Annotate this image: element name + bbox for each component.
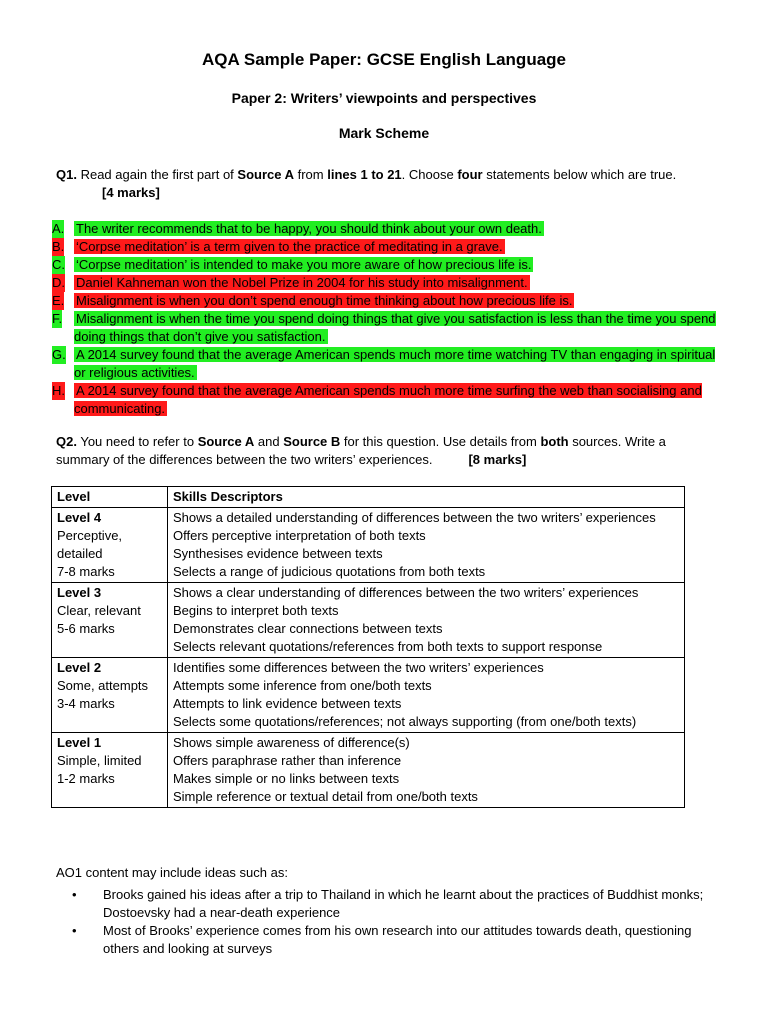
level-name: Level 1 (57, 735, 102, 750)
skill-descriptor: Selects a range of judicious quotations from both texts (173, 564, 486, 579)
q2-source-a: Source A (197, 434, 255, 449)
skills-cell (168, 508, 685, 583)
list-item: • Most of Brooks’ experience comes from his own research into our attitudes towards death, questioning others and looking at surveys (56, 922, 726, 958)
table-row (52, 658, 685, 733)
skill-descriptor: Shows a clear understanding of differences between the two writers’ experiences (173, 585, 639, 600)
table-row (52, 508, 685, 583)
level-cell (52, 583, 168, 658)
q2-text: for this question. Use details from (340, 434, 541, 449)
ao1-bullet-list (56, 886, 726, 958)
skill-descriptor: Begins to interpret both texts (173, 603, 339, 618)
option-text: Misalignment is when the time you spend doing things that give you satisfaction is less than the time you spend doing things that don’t give you satisfaction. (74, 311, 716, 344)
option-letter: D. (52, 275, 65, 290)
option-text: The writer recommends that to be happy, you should think about your own death. (76, 221, 542, 236)
page-title: AQA Sample Paper: GCSE English Language (202, 50, 566, 69)
q1-source: Source A (237, 167, 294, 182)
skill-descriptor: Simple reference or textual detail from one/both texts (173, 789, 478, 804)
skill-descriptor: Makes simple or no links between texts (173, 771, 400, 786)
table-body (52, 508, 685, 808)
option-text: ‘Corpse meditation’ is intended to make you more aware of how precious life is. (76, 257, 532, 272)
list-item (52, 292, 722, 310)
mark-scheme-table (51, 486, 685, 808)
level-descriptor: 1-2 marks (57, 771, 115, 786)
list-item: • Brooks gained his ideas after a trip to Thailand in which he learnt about the practices of Buddhist monks; Dostoevsky had a near-death experience (56, 886, 726, 922)
option-text: ‘Corpse meditation’ is a term given to the practice of meditating in a grave. (76, 239, 503, 254)
q1-text: Read again the first part of (76, 167, 238, 182)
skill-descriptor: Synthesises evidence between texts (173, 546, 383, 561)
q2-number: Q2. (56, 434, 77, 449)
list-item (52, 220, 722, 238)
option-text: A 2014 survey found that the average American spends much more time watching TV than engaging in spiritual or religious activities. (74, 347, 716, 380)
q1-lines: lines 1 to 21 (327, 167, 402, 182)
q1-four: four (457, 167, 483, 182)
skill-descriptor: Attempts to link evidence between texts (173, 696, 402, 711)
q1-text: statements below which are true. (482, 167, 677, 182)
list-item (52, 346, 722, 382)
ao1-section (56, 864, 726, 958)
skill-descriptor: Selects relevant quotations/references from both texts to support response (173, 639, 603, 654)
level-descriptor: Clear, relevant (57, 603, 141, 618)
option-letter: E. (52, 293, 65, 308)
level-name: Level 3 (57, 585, 102, 600)
skill-descriptor: Identifies some differences between the two writers’ experiences (173, 660, 544, 675)
skill-descriptor: Demonstrates clear connections between texts (173, 621, 443, 636)
level-name: Level 2 (57, 660, 102, 675)
q2-marks: [8 marks] (468, 452, 527, 467)
skill-descriptor: Shows simple awareness of difference(s) (173, 735, 410, 750)
q1-options-list (52, 220, 722, 418)
question-1-prompt (56, 166, 716, 202)
list-item (52, 382, 722, 418)
paper-subtitle: Paper 2: Writers’ viewpoints and perspectives (231, 90, 537, 106)
level-descriptor: Perceptive, (57, 528, 123, 543)
level-cell (52, 658, 168, 733)
list-item (52, 274, 722, 292)
list-item (52, 238, 722, 256)
level-cell (52, 508, 168, 583)
level-descriptor: 3-4 marks (57, 696, 115, 711)
list-item (52, 310, 722, 346)
skills-column-header: Skills Descriptors (168, 487, 685, 508)
level-descriptor: 5-6 marks (57, 621, 115, 636)
q1-text: from (294, 167, 328, 182)
option-letter: H. (52, 383, 65, 398)
skill-descriptor: Offers paraphrase rather than inference (173, 753, 402, 768)
level-descriptor: Simple, limited (57, 753, 142, 768)
skill-descriptor: Selects some quotations/references; not always supporting (from one/both texts) (173, 714, 637, 729)
q1-text: . Choose (401, 167, 458, 182)
q2-text: and (254, 434, 284, 449)
q1-number: Q1. (56, 167, 77, 182)
mark-scheme-heading: Mark Scheme (338, 125, 430, 141)
level-descriptor: 7-8 marks (57, 564, 115, 579)
level-descriptor: Some, attempts (57, 678, 149, 693)
q2-text: sources. Write a summary of the differences between the two writers’ experiences. (56, 434, 666, 467)
option-letter: F. (52, 311, 63, 326)
skill-descriptor: Offers perceptive interpretation of both texts (173, 528, 426, 543)
option-letter: G. (52, 347, 66, 362)
option-letter: A. (52, 221, 65, 236)
list-item (52, 256, 722, 274)
level-column-header: Level (52, 487, 168, 508)
level-cell (52, 733, 168, 808)
skill-descriptor: Attempts some inference from one/both texts (173, 678, 432, 693)
level-descriptor: detailed (57, 546, 103, 561)
skill-descriptor: Shows a detailed understanding of differences between the two writers’ experiences (173, 510, 656, 525)
option-text: Daniel Kahneman won the Nobel Prize in 2004 for his study into misalignment. (76, 275, 528, 290)
option-text: Misalignment is when you don’t spend enough time thinking about how precious life is. (76, 293, 573, 308)
q1-marks: [4 marks] (102, 185, 160, 200)
question-2-prompt (56, 433, 721, 469)
q2-both: both (540, 434, 569, 449)
skills-cell (168, 733, 685, 808)
table-row (52, 583, 685, 658)
option-letter: B. (52, 239, 65, 254)
ao1-intro: AO1 content may include ideas such as: (56, 865, 288, 880)
skills-cell (168, 583, 685, 658)
q2-text: You need to refer to (76, 434, 198, 449)
level-name: Level 4 (57, 510, 102, 525)
skills-cell (168, 658, 685, 733)
option-letter: C. (52, 257, 65, 272)
table-header-row (52, 487, 685, 508)
q2-source-b: Source B (283, 434, 341, 449)
option-text: A 2014 survey found that the average American spends much more time surfing the web than socialising and communicating. (74, 383, 702, 416)
table-row (52, 733, 685, 808)
